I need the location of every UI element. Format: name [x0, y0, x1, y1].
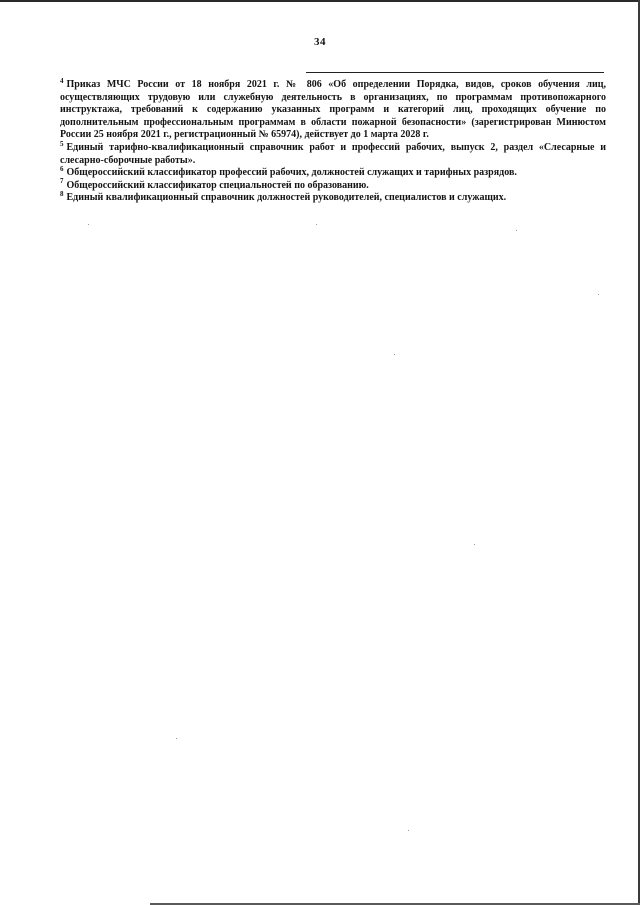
- scan-speck: [408, 830, 409, 831]
- footnotes-block: [60, 76, 606, 205]
- footnote-mark: 7: [60, 177, 64, 186]
- footnote-separator: [306, 72, 604, 73]
- footnote-text: Приказ МЧС России от 18 ноября 2021 г. № 806 «Об определении Порядка, видов, сроков обучения лиц, осуществляющих трудовую или служебную деятельность в организациях, по программам противопожарного инструктажа, требований к содержанию указанных программ и категорий лиц, проходящих обучение по дополнительным профессиональным программам в области пожарной безопасности» (зарегистрирован Минюстом России 25 ноября 2021 г., регистрационный № 65974), действует до 1 марта 2028 г.: [60, 79, 606, 141]
- footnote-5: [60, 139, 606, 167]
- footnote-mark: 4: [60, 76, 64, 85]
- footnote-8: [60, 192, 606, 205]
- footnote-mark: 8: [60, 190, 64, 199]
- footnote-7: [60, 177, 606, 193]
- scan-speck: [176, 738, 177, 739]
- scan-speck: [516, 230, 517, 231]
- scan-speck: [88, 224, 89, 225]
- scan-speck: [316, 224, 317, 225]
- scan-speck: [394, 354, 395, 355]
- scan-edge-top: [0, 0, 640, 2]
- footnote-text: Единый квалификационный справочник должностей руководителей, специалистов и служащих.: [66, 192, 507, 204]
- footnote-text: Общероссийский классификатор специальностей по образованию.: [66, 179, 369, 191]
- footnote-mark: 5: [60, 139, 64, 148]
- footnote-mark: 6: [60, 164, 64, 173]
- footnote-6: [60, 164, 606, 180]
- page-number: 34: [314, 36, 326, 48]
- footnote-text: Общероссийский классификатор профессий рабочих, должностей служащих и тарифных разрядов.: [66, 167, 517, 179]
- scan-speck: [598, 294, 599, 295]
- footnote-text: Единый тарифно-квалификационный справочник работ и профессий рабочих, выпуск 2, раздел «Слесарные и слесарно-сборочные работы».: [60, 141, 606, 166]
- footnote-4: [60, 76, 606, 142]
- scan-speck: [474, 544, 475, 545]
